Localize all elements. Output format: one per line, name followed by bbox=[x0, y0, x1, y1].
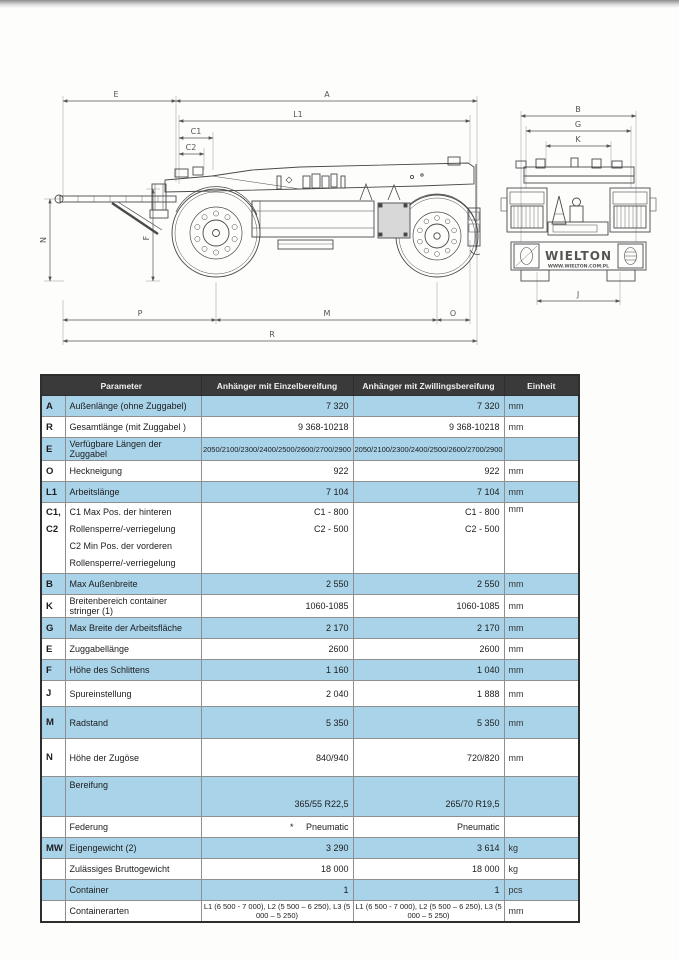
cell-letter: M bbox=[41, 707, 65, 739]
cell-value-single: 1 160 bbox=[201, 660, 353, 681]
cell-unit bbox=[504, 777, 579, 817]
cell-parameter: Außenlänge (ohne Zuggabel) bbox=[65, 396, 201, 417]
front-wheel bbox=[172, 187, 260, 277]
dim-label-n: N bbox=[39, 237, 48, 243]
cell-letter bbox=[41, 859, 65, 880]
cell-value-twin: 9 368-10218 bbox=[353, 417, 504, 438]
cell-value-twin: 1 bbox=[353, 880, 504, 901]
cell-letter: G bbox=[41, 618, 65, 639]
cell-parameter: Max Außenbreite bbox=[65, 574, 201, 595]
table-row bbox=[41, 618, 579, 639]
cell-parameter: Containerarten bbox=[65, 901, 201, 923]
table-row bbox=[41, 503, 579, 574]
table-row bbox=[41, 681, 579, 707]
cell-letter: R bbox=[41, 417, 65, 438]
side-boxes bbox=[252, 201, 410, 249]
cell-unit: mm bbox=[504, 595, 579, 618]
cell-unit: mm bbox=[504, 461, 579, 482]
header-parameter: Parameter bbox=[41, 375, 201, 396]
dim-label-c2: C2 bbox=[185, 143, 197, 152]
cell-value-twin: 265/70 R19,5 bbox=[353, 777, 504, 817]
cell-parameter bbox=[65, 503, 201, 574]
table-row bbox=[41, 595, 579, 618]
drawbar bbox=[55, 184, 176, 234]
table-row bbox=[41, 639, 579, 660]
dim-label-c1: C1 bbox=[190, 127, 202, 136]
table-row bbox=[41, 417, 579, 438]
cell-unit: mm bbox=[504, 681, 579, 707]
cell-value-twin: 18 000 bbox=[353, 859, 504, 880]
cell-parameter: Spureinstellung bbox=[65, 681, 201, 707]
cell-unit: mm bbox=[504, 618, 579, 639]
cell-value-single: 3 290 bbox=[201, 838, 353, 859]
cell-parameter: Verfügbare Längen der Zuggabel bbox=[65, 438, 201, 461]
cell-value-twin: 2 550 bbox=[353, 574, 504, 595]
cell-letter: E bbox=[41, 639, 65, 660]
cell-parameter: Zuggabellänge bbox=[65, 639, 201, 660]
cell-value-twin: 922 bbox=[353, 461, 504, 482]
cell-parameter: Arbeitslänge bbox=[65, 482, 201, 503]
cell-unit: mm bbox=[504, 396, 579, 417]
cell-unit: pcs bbox=[504, 880, 579, 901]
header-unit: Einheit bbox=[504, 375, 579, 396]
dim-label-g: G bbox=[574, 120, 582, 129]
cell-value-twin: 3 614 bbox=[353, 838, 504, 859]
cell-letter bbox=[41, 880, 65, 901]
cell-letter-line: C1, bbox=[46, 507, 61, 518]
cell-value-single: 2 170 bbox=[201, 618, 353, 639]
table-header-row bbox=[41, 375, 579, 396]
cell-letter: A bbox=[41, 396, 65, 417]
table-row bbox=[41, 859, 579, 880]
cell-parameter: Radstand bbox=[65, 707, 201, 739]
cell-value-single: 2 550 bbox=[201, 574, 353, 595]
cell-value-twin: 7 104 bbox=[353, 482, 504, 503]
table-row bbox=[41, 739, 579, 777]
dim-label-l1: L1 bbox=[293, 110, 303, 119]
cell-value-twin: 7 320 bbox=[353, 396, 504, 417]
cell-parameter-line: C1 Max Pos. der hinteren Rollensperre/-verriegelung bbox=[69, 507, 176, 534]
table-row bbox=[41, 396, 579, 417]
header-single-tires: Anhänger mit Einzelbereifung bbox=[201, 375, 353, 396]
cell-value-twin: L1 (6 500 - 7 000), L2 (5 500 – 6 250), L3 (5 000 – 5 250) bbox=[353, 901, 504, 923]
cell-parameter: Gesamtlänge (mit Zuggabel ) bbox=[65, 417, 201, 438]
cell-parameter: Max Breite der Arbeitsfläche bbox=[65, 618, 201, 639]
cell-parameter-line: C2 Min Pos. der vorderen Rollensperre/-verriegelung bbox=[69, 541, 176, 568]
table-row bbox=[41, 438, 579, 461]
cell-parameter: Eigengewicht (2) bbox=[65, 838, 201, 859]
cell-letter bbox=[41, 503, 65, 574]
cell-letter: E bbox=[41, 438, 65, 461]
dim-label-f: F bbox=[142, 235, 151, 241]
table-row bbox=[41, 817, 579, 838]
table-row bbox=[41, 461, 579, 482]
wielton-website-text: WWW.WIELTON.COM.PL bbox=[547, 264, 610, 270]
cell-unit: mm bbox=[504, 739, 579, 777]
dim-label-e: E bbox=[113, 90, 119, 99]
cell-value-single: 365/55 R22,5 bbox=[201, 777, 353, 817]
table-row bbox=[41, 838, 579, 859]
cell-unit bbox=[504, 438, 579, 461]
cell-value-single: * Pneumatic bbox=[201, 817, 353, 838]
cell-value-single-line: C2 - 500 bbox=[313, 524, 349, 534]
spec-table bbox=[40, 374, 580, 923]
chassis-frame bbox=[165, 157, 474, 200]
cell-unit: mm bbox=[504, 901, 579, 923]
cell-letter bbox=[41, 817, 65, 838]
dim-label-r: R bbox=[269, 330, 275, 339]
cell-unit: mm bbox=[504, 707, 579, 739]
cell-letter-line: C2 bbox=[46, 524, 59, 535]
cell-value-single: 2 040 bbox=[201, 681, 353, 707]
cell-parameter: Höhe der Zugöse bbox=[65, 739, 201, 777]
cell-parameter: Zulässiges Bruttogewicht bbox=[65, 859, 201, 880]
cell-letter: MW bbox=[41, 838, 65, 859]
cell-parameter: Bereifung bbox=[65, 777, 201, 817]
cell-value-single: 2050/2100/2300/2400/2500/2600/2700/2900 bbox=[201, 438, 353, 461]
table-row bbox=[41, 574, 579, 595]
cell-unit: mm bbox=[504, 660, 579, 681]
cell-letter: N bbox=[41, 739, 65, 777]
cell-value-single: 1060-1085 bbox=[201, 595, 353, 618]
cell-unit: mm bbox=[504, 639, 579, 660]
side-view bbox=[39, 90, 480, 345]
dim-label-p: P bbox=[137, 309, 143, 318]
cell-value-twin: 2600 bbox=[353, 639, 504, 660]
cell-value-single: 5 350 bbox=[201, 707, 353, 739]
dim-label-m: M bbox=[323, 309, 331, 318]
cell-value-single: 840/940 bbox=[201, 739, 353, 777]
cell-value-single: 18 000 bbox=[201, 859, 353, 880]
cell-letter: O bbox=[41, 461, 65, 482]
cell-parameter: Höhe des Schlittens bbox=[65, 660, 201, 681]
dim-label-a: A bbox=[324, 90, 330, 99]
cell-value-twin: 1 040 bbox=[353, 660, 504, 681]
cell-value-single: 7 104 bbox=[201, 482, 353, 503]
cell-value-twin bbox=[353, 503, 504, 574]
cell-value-twin: Pneumatic bbox=[353, 817, 504, 838]
cell-parameter: Heckneigung bbox=[65, 461, 201, 482]
table-row bbox=[41, 901, 579, 923]
cell-unit: kg bbox=[504, 838, 579, 859]
cell-value-twin: 5 350 bbox=[353, 707, 504, 739]
cell-letter bbox=[41, 777, 65, 817]
cell-value-twin-line: C1 - 800 bbox=[464, 507, 500, 517]
cell-parameter: Federung bbox=[65, 817, 201, 838]
cell-value-twin: 2050/2100/2300/2400/2500/2600/2700/2900 bbox=[353, 438, 504, 461]
wielton-brand-text: WIELTON bbox=[545, 249, 612, 263]
table-row bbox=[41, 777, 579, 817]
cell-value-twin: 1060-1085 bbox=[353, 595, 504, 618]
cell-value-single: 922 bbox=[201, 461, 353, 482]
cell-value-twin: 2 170 bbox=[353, 618, 504, 639]
cell-value-single-line: C1 - 800 bbox=[313, 507, 349, 517]
cell-value-single: 7 320 bbox=[201, 396, 353, 417]
cell-letter: L1 bbox=[41, 482, 65, 503]
cell-letter bbox=[41, 901, 65, 923]
cell-value-single: L1 (6 500 - 7 000), L2 (5 500 – 6 250), L3 (5 000 – 5 250) bbox=[201, 901, 353, 923]
technical-drawing bbox=[0, 0, 679, 372]
cell-unit: mm bbox=[504, 482, 579, 503]
dim-label-b: B bbox=[575, 105, 581, 114]
rear-body bbox=[501, 158, 656, 281]
cell-letter: K bbox=[41, 595, 65, 618]
dim-label-j: J bbox=[576, 290, 580, 299]
cell-parameter: Container bbox=[65, 880, 201, 901]
cell-value-single: 9 368-10218 bbox=[201, 417, 353, 438]
rear-view bbox=[501, 105, 656, 305]
dim-label-k: K bbox=[575, 135, 581, 144]
table-row bbox=[41, 482, 579, 503]
table-row bbox=[41, 880, 579, 901]
table-row bbox=[41, 707, 579, 739]
cell-parameter: Breitenbereich container stringer (1) bbox=[65, 595, 201, 618]
cell-value-single bbox=[201, 503, 353, 574]
cell-unit: mm bbox=[504, 574, 579, 595]
cell-unit bbox=[504, 817, 579, 838]
cell-letter: B bbox=[41, 574, 65, 595]
cell-value-single: 2600 bbox=[201, 639, 353, 660]
cell-unit: mm bbox=[504, 417, 579, 438]
cell-value-twin: 720/820 bbox=[353, 739, 504, 777]
cell-unit: kg bbox=[504, 859, 579, 880]
cell-value-twin: 1 888 bbox=[353, 681, 504, 707]
header-twin-tires: Anhänger mit Zwillingsbereifung bbox=[353, 375, 504, 396]
cell-value-twin-line: C2 - 500 bbox=[464, 524, 500, 534]
cell-letter: F bbox=[41, 660, 65, 681]
cell-letter: J bbox=[41, 681, 65, 707]
table-row bbox=[41, 660, 579, 681]
cell-unit: mm bbox=[504, 503, 579, 574]
dim-label-o: O bbox=[449, 309, 457, 318]
cell-value-single: 1 bbox=[201, 880, 353, 901]
